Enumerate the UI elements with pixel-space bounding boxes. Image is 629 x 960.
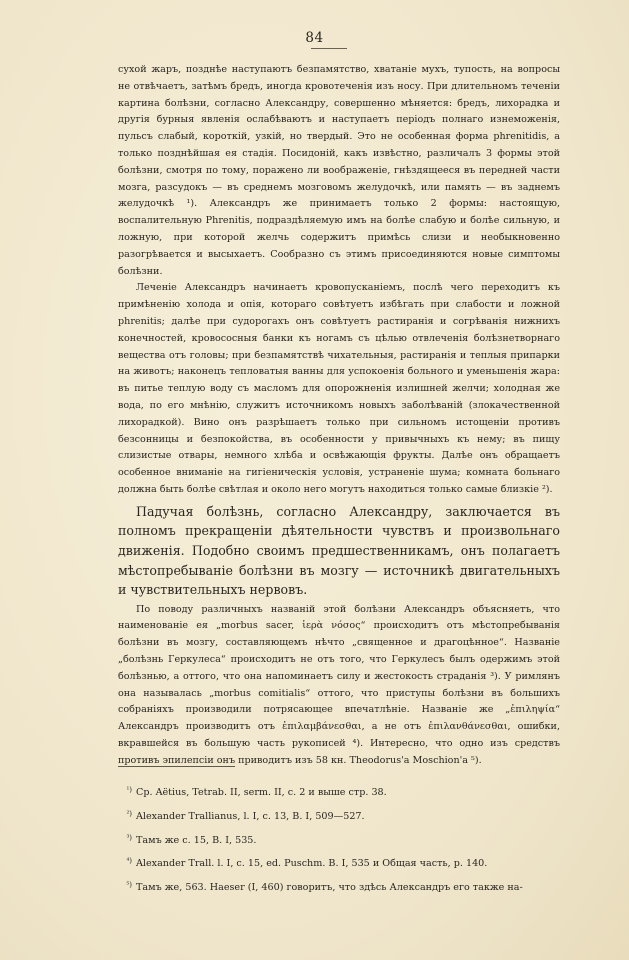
footnote-text: Alexander Trall. l. I, c. 15, ed. Puschm. B. I, 535 и Общая часть, p. 140. [136,858,488,870]
footnote-text: Тамъ же c. 15, B. I, 535. [136,834,257,846]
footnotes [118,780,560,899]
footnote-text: Ср. Aëtius, Tetrab. II, serm. II, c. 2 и выше стр. 38. [136,787,387,798]
footnote-mark: ²) [126,809,132,818]
footnote-3 [118,828,560,852]
footnote-5 [118,875,560,899]
paragraph-phrenitis-treatment: Леченіе Александръ начинаетъ кровопусканіемъ, послѣ чего переходитъ къ примѣненію холода и опія, котораго совѣтуетъ избѣгать при слабости и ложной phrenitis; далѣе при судорогахъ онъ совѣтуетъ растиранія и согрѣванія нижнихъ конечностей, кровососныя банки къ ногамъ съ цѣлью отвлеченія болѣзнетворнаго вещества отъ головы; при безпамятствѣ чихательныя, растиранія и теплыя припарки на животъ; наконецъ тепловатыя ванны для успокоенія больного и уменьшенія жара: въ питье теплую воду съ масломъ для опорожненія излишней желчи; холодная же вода, по его мнѣнію, служитъ источникомъ новыхъ заболѣваній (злокачественной лихорадкой). Вино онъ разрѣшаетъ только при сильномъ истощеніи противъ безсонницы и безпокойства, въ особенности у привычныхъ къ нему; въ пищу слизистые отвары, немного хлѣба и освѣжающія фрукты. Далѣе онъ обращаетъ особенное вниманіе на гигіеническія условія, устраненіе шума; комната больнаго должна быть болѣе свѣтлая и около него могутъ находиться только самые близкіе ²). [118,282,560,495]
footnote-text: Alexander Trallianus, l. I, c. 13, B. I, 509—527. [136,810,365,822]
paragraph-epilepsy-definition: Падучая болѣзнь, согласно Александру, заключается въ полномъ прекращеніи дѣятельности чувствъ и произвольнаго движенія. Подобно своимъ предшественникамъ, онъ полагаетъ мѣстопребываніе болѣзни въ мозгу — источникѣ двигательныхъ и чувствительныхъ нервовъ. [118,503,560,598]
footnote-2 [118,804,560,828]
paragraph-phrenitis-course: сухой жаръ, позднѣе наступаютъ безпамятство, хватаніе мухъ, тупость, на вопросы не отвѣчаетъ, затѣмъ бредъ, иногда кровотеченія изъ носу. При длительномъ теченіи картина болѣзни, согласно Александру, совершенно мѣняется: бредъ, лихорадка и другія бурныя явленія ослабѣваютъ и наступаетъ періодъ полнаго изнеможенія, пульсъ слабый, короткій, узкій, но твердый. Это не особенная форма phrenitidis, а только позднѣйшая ея стадія. Посидоній, какъ извѣстно, различалъ 3 формы этой болѣзни, смотря по тому, поражено ли воображеніе, гнѣздящееся въ передней части мозга, разсудокъ — въ среднемъ мозговомъ желудочкѣ, или память — въ заднемъ желудочкѣ ¹). Александръ же принимаетъ только 2 формы: настоящую, воспалительную Phrenitis, подраздѣляемую имъ на болѣе слабую и болѣе сильную, и ложную, при которой желчь содержитъ примѣсь слизи и необыкновенно разогрѣвается и высыхаетъ. Сообразно съ этимъ присоединяются новые симптомы болѣзни. [118,64,560,277]
main-text [118,62,560,770]
footnote-mark: ³) [126,833,132,842]
footnote-4 [118,851,560,875]
footnote-mark: ¹) [126,786,132,794]
footnote-mark: ⁵) [126,881,132,890]
footnote-mark: ⁴) [126,857,132,866]
page-number: 84 [305,30,324,46]
page-number-rule [311,48,347,49]
footnote-1 [118,780,560,804]
footnote-divider [118,766,235,767]
footnote-text: Тамъ же, 563. Haeser (I, 460) говоритъ, что здѣсь Александръ его также на- [136,882,523,894]
paragraph-epilepsy-names: По поводу различныхъ названій этой болѣзни Александръ объясняетъ, что наименованіе ея „morbus sacer, ἱερὰ νόσος“ происходитъ отъ мѣстопребыванія болѣзни въ мозгу, составляющемъ нѣчто „священное и драгоцѣнное“. Названіе „болѣзнь Геркулеса“ происходитъ не отъ того, что Геркулесъ былъ одержимъ этой болѣзнью, а оттого, что она напоминаетъ силу и жестокость страданія ³). У римлянъ она называлась „morbus comitialis“ оттого, что приступы болѣзни въ большихъ собраніяхъ производили потрясающее впечатлѣніе. Названіе же „ἐπιληψία“ Александръ производитъ отъ ἐπιλαμβάνεσθαι, а не отъ ἐπιλανθάνεσθαι, ошибки, вкравшейся въ большую часть рукописей ⁴). Интересно, что одно изъ средствъ противъ эпилепсіи онъ приводитъ изъ 58 кн. Theodorus'a Moschion'a ⁵). [118,603,560,766]
